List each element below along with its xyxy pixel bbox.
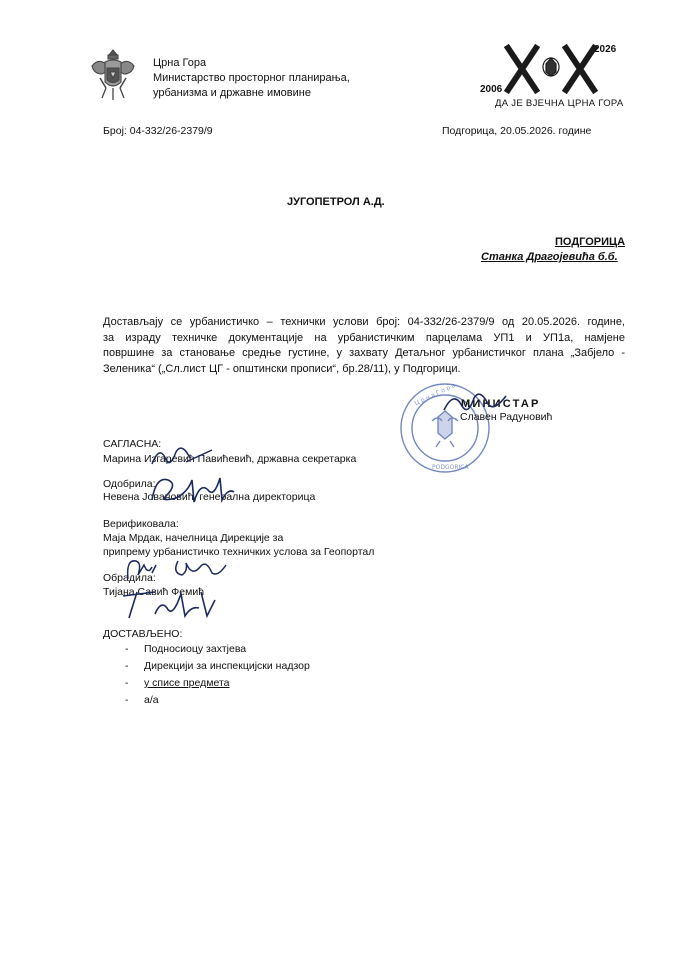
signatory-title: МИНИСТАР <box>461 398 541 410</box>
body-line-2: за израду техничке документације на урбанистичким парцелама УП1 и УП1а, намјене <box>103 331 625 344</box>
delivered-label: ДОСТАВЉЕНО: <box>103 628 183 640</box>
verified-signature <box>122 553 242 583</box>
minister-signature <box>440 388 510 416</box>
body-line-4: Зеленика“ („Сл.лист ЦГ - општински прописи“, бр.28/11), у Подгорици. <box>103 362 461 375</box>
coat-of-arms-logo <box>88 48 138 102</box>
approved-person: Невена Јовановић, генерална директорица <box>103 491 316 503</box>
reference-number: Број: 04-332/26-2379/9 <box>103 125 213 137</box>
logo-year-start: 2006 <box>480 84 503 95</box>
list-item: - а/а <box>125 692 425 709</box>
verified-label: Верификовала: <box>103 518 179 530</box>
ministry-name-line2: урбанизма и државне имовине <box>153 87 311 99</box>
approved-label: Одобрила: <box>103 478 156 490</box>
prepared-person: Тијана Савић Фемић <box>103 586 205 598</box>
prepared-signature <box>115 586 225 622</box>
svg-text:Ц р н а Г о р а: Ц р н а Г о р а <box>413 382 457 408</box>
delivered-list <box>125 641 425 709</box>
ministry-name-line1: Министарство просторног планирања, <box>153 72 350 84</box>
signatory-name: Славен Радуновић <box>460 411 553 423</box>
verified-line1: Маја Мрдак, начелница Дирекције за <box>103 532 284 544</box>
recipient-address: Станка Драгојевића б.б. <box>481 251 618 263</box>
approved-signature <box>148 470 238 508</box>
country-name: Црна Гора <box>153 57 207 69</box>
list-item: - у списе предмета <box>125 675 425 692</box>
verified-line2: припрему урбанистичко техничких услова за Геопортал <box>103 546 375 558</box>
recipient-city: ПОДГОРИЦА <box>555 236 626 248</box>
svg-text:PODGORICA: PODGORICA <box>432 464 469 471</box>
list-item-text: а/а <box>144 694 159 706</box>
agreed-person: Марина Изгаревић Павићевић, државна секретарка <box>103 453 357 465</box>
prepared-label: Обрадила: <box>103 572 156 584</box>
body-line-1: Достављају се урбанистичко – технички услови број: 04-332/26-2379/9 од 20.05.2026. године, <box>103 316 625 328</box>
place-date: Подгорица, 20.05.2026. године <box>442 125 592 137</box>
logo-year-end: 2026 <box>594 44 617 55</box>
list-item-text: у списе предмета <box>144 677 230 689</box>
agreed-signature <box>150 440 220 470</box>
logo-motto: ДА ЈЕ ВЈЕЧНА ЦРНА ГОРА <box>495 98 624 109</box>
recipient-name: ЈУГОПЕТРОЛ А.Д. <box>287 196 385 208</box>
list-item: - Подносиоцу захтјева <box>125 641 425 658</box>
agreed-label: САГЛАСНА: <box>103 438 162 450</box>
list-item-text: Подносиоцу захтјева <box>144 643 247 655</box>
body-line-3: површине за становање средње густине, у захвату Детаљног урбанистичког плана „Забјело - <box>103 347 625 359</box>
body-paragraph <box>103 315 625 377</box>
list-item: - Дирекцији за инспекцијски надзор <box>125 658 425 675</box>
list-item-text: Дирекцији за инспекцијски надзор <box>144 660 310 672</box>
